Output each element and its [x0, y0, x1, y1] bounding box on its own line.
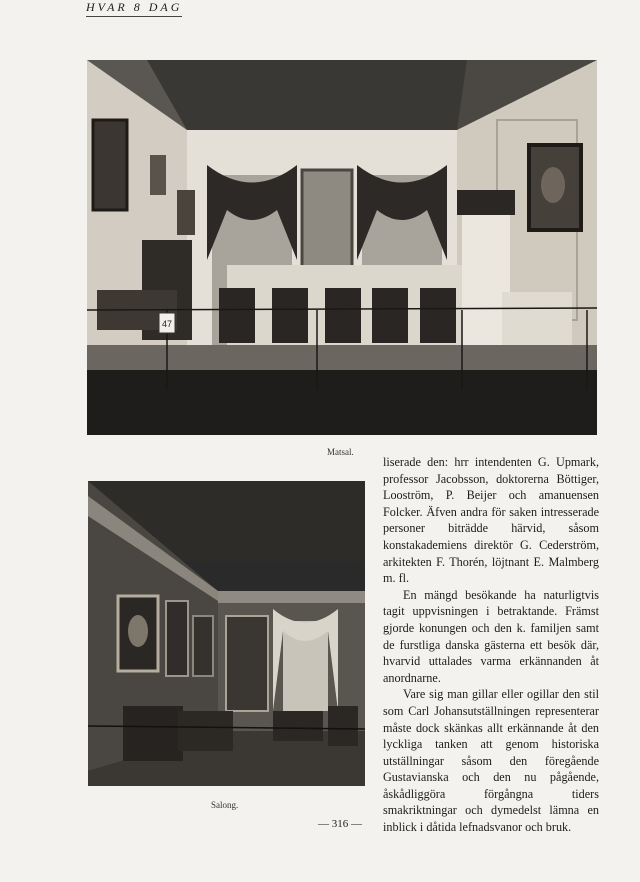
photo-salong — [88, 481, 365, 786]
paragraph-1: liserade den: hrr intendenten G. Upmark, professor Jacobsson, doktorerna Böttiger, Looström, P. Beijer och amanuensen Folcker. Äfven andra för saken intresserade personer biträdde härvid, såsom konstakademiens direktör G. Cederström, arkitekten F. Thorén, löjtnant E. Malmberg m. fl. — [383, 455, 599, 586]
exhibit-sign: 47 — [161, 319, 173, 329]
figure-caption-matsal: Matsal. — [327, 447, 354, 457]
body-text-column — [383, 454, 599, 836]
paragraph-3: Vare sig man gillar eller ogillar den stil som Carl Johansutställningen representerar måste dock skänkas allt erkännande åt den lyckliga tanken att genom historiska utställningar såsom den föregående Gustavianska och den nu pågående, åskådliggöra förgångna tiders smakriktningar och dymedelst lämna en inblick i dåtida lefnadsvanor och bruk. — [383, 687, 599, 835]
figure-caption-salong: Salong. — [211, 800, 239, 810]
paragraph-2: En mängd besökande ha naturligtvis tagit uppvisningen i betraktande. Främst gjorde konungen och den k. familjen samt de furstliga danska gästerna ett besök där, hvarvid uttalades varma erkännanden åt anordnarne. — [383, 587, 599, 685]
photo-matsal — [87, 60, 597, 435]
page-number: — 316 — — [318, 818, 362, 830]
running-header: HVAR 8 DAG — [86, 0, 182, 17]
